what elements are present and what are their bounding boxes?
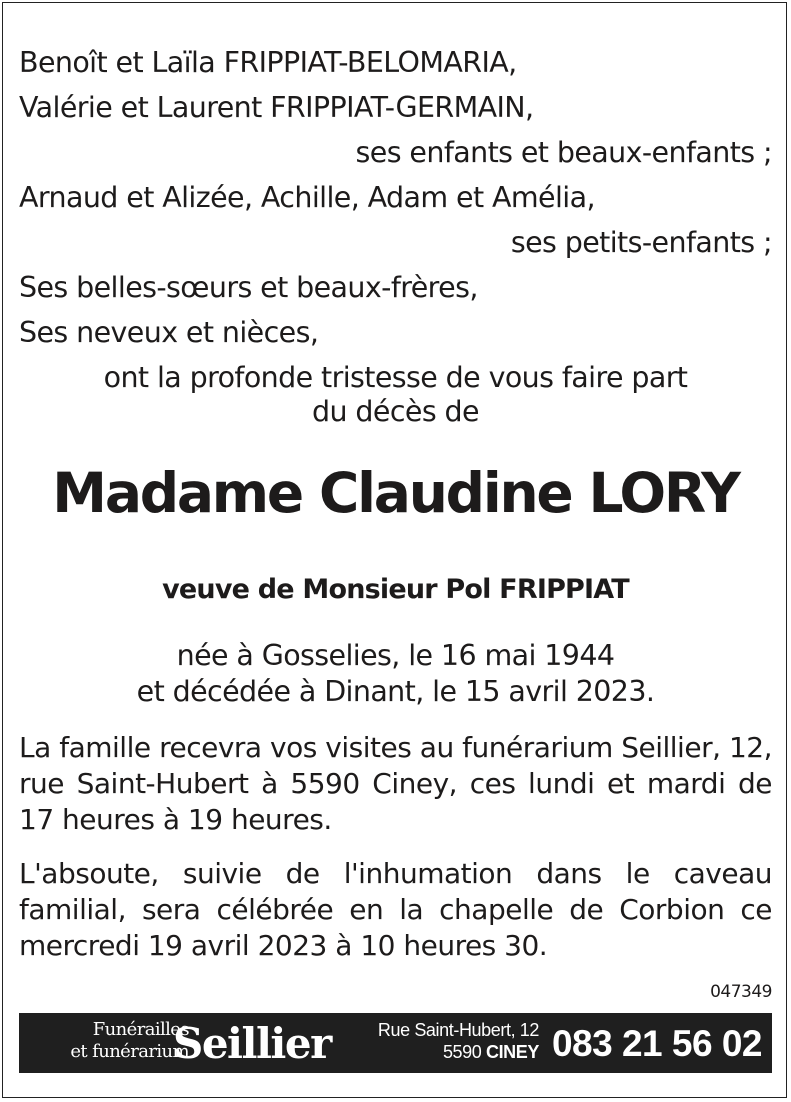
- birth-line: née à Gosselies, le 16 mai 1944: [176, 639, 615, 672]
- ceremony-paragraph: L'absoute, suivie de l'inhumation dans le caveau familial, sera célébrée en la chapelle de Corbion ce mercredi 19 avril 2023 à 10 heures 30.: [19, 857, 772, 962]
- family-line-in-laws: Ses belles-sœurs et beaux-frères,: [19, 271, 478, 304]
- family-role-children: ses enfants et beaux-enfants ;: [355, 136, 772, 169]
- banner-phone: 083 21 56 02: [551, 1023, 762, 1064]
- deceased-name: Madame Claudine LORY: [52, 461, 739, 525]
- visits-paragraph: La famille recevra vos visites au funérarium Seillier, 12, rue Saint-Hubert à 5590 Ciney, ces lundi et mardi de 17 heures à 19 heures.: [19, 731, 772, 836]
- family-line-nephews: Ses neveux et nièces,: [19, 316, 319, 349]
- family-line-2: Valérie et Laurent FRIPPIAT-GERMAIN,: [19, 91, 534, 124]
- announcement-phrase-end: du décès de: [312, 395, 479, 428]
- family-line-grandchildren: Arnaud et Alizée, Achille, Adam et Amélia,: [19, 181, 595, 214]
- banner-address: [369, 1019, 539, 1063]
- address-postcode: 5590: [442, 1042, 486, 1062]
- banner-tagline: [29, 1019, 189, 1063]
- tagline-line-2: et funérarium: [70, 1041, 189, 1062]
- address-street: Rue Saint-Hubert, 12: [377, 1020, 539, 1040]
- family-line-1: Benoît et Laïla FRIPPIAT-BELOMARIA,: [19, 46, 517, 79]
- address-city: CINEY: [485, 1042, 539, 1062]
- funeral-home-banner: [19, 1013, 772, 1073]
- tagline-line-1: Funérailles: [92, 1019, 189, 1040]
- life-dates: [19, 638, 772, 710]
- family-role-grandchildren: ses petits-enfants ;: [510, 226, 772, 259]
- announcement-phrase: ont la profonde tristesse de vous faire part: [103, 361, 688, 394]
- reference-number: 047349: [710, 982, 772, 1002]
- brand-logo: Seillier: [173, 1019, 331, 1068]
- death-line: et décédée à Dinant, le 15 avril 2023.: [136, 675, 655, 708]
- widow-of: veuve de Monsieur Pol FRIPPIAT: [162, 574, 629, 605]
- address-city-line: [369, 1041, 539, 1063]
- family-block: [19, 40, 772, 427]
